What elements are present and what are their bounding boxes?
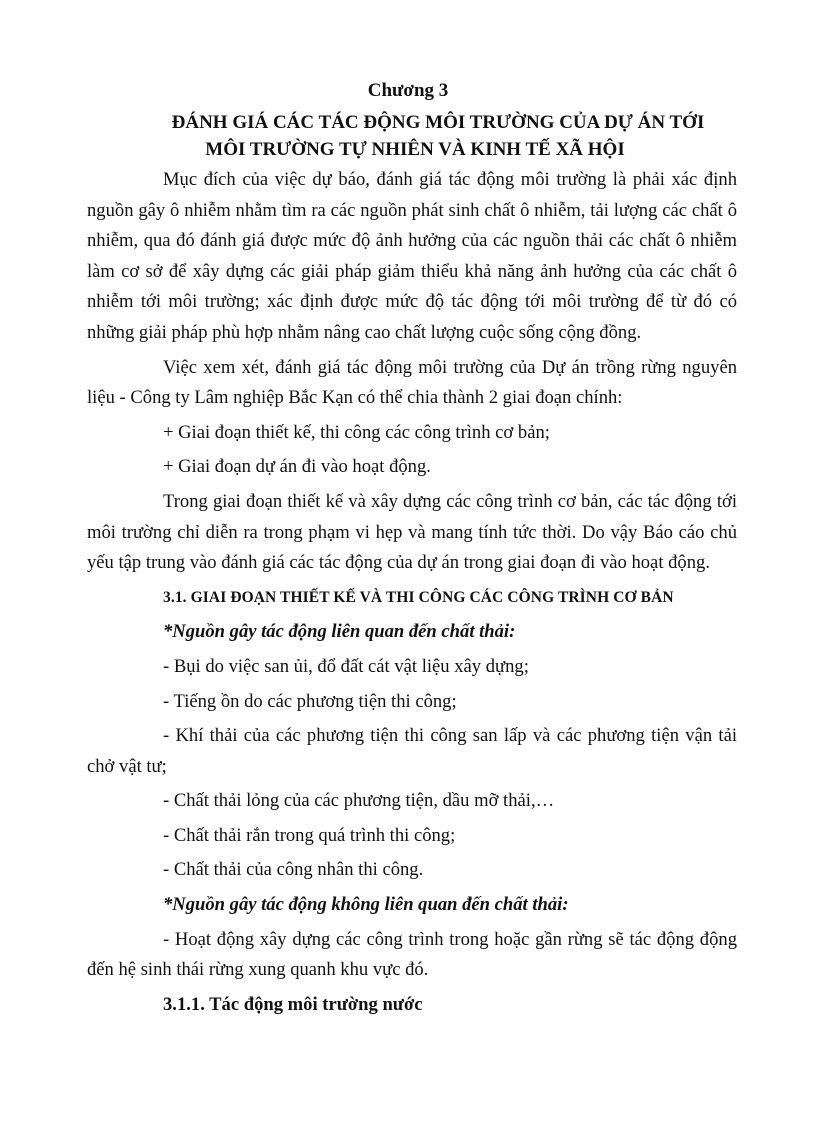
phase-item: + Giai đoạn dự án đi vào hoạt động. <box>163 456 431 478</box>
list-item: - Tiếng ồn do các phương tiện thi công; <box>163 690 457 712</box>
paragraph-purpose: Mục đích của việc dự báo, đánh giá tác động môi trường là phải xác định nguồn gây ô nhiễm nhằm tìm ra các nguồn phát sinh chất ô nhiễm, tải lượng các chất ô nhiễm, qua đó đánh giá được mức độ ảnh hưởng của các nguồn thải các chất ô nhiễm làm cơ sở để xây dựng các giải pháp giảm thiểu khả năng ảnh hưởng của các chất ô nhiễm tới môi trường; xác định được mức độ tác động tới môi trường để từ đó có những giải pháp phù hợp nhằm nâng cao chất lượng cuộc sống cộng đồng. <box>87 169 737 343</box>
paragraph-phases: Việc xem xét, đánh giá tác động môi trường của Dự án trồng rừng nguyên liệu - Công ty Lâm nghiệp Bắc Kạn có thể chia thành 2 giai đoạn chính: <box>87 356 737 409</box>
nonwaste-sources-heading: *Nguồn gây tác động không liên quan đến chất thải: <box>163 894 569 916</box>
list-item: - Chất thải rắn trong quá trình thi công; <box>163 824 456 846</box>
section-heading: 3.1. GIAI ĐOẠN THIẾT KẾ VÀ THI CÔNG CÁC CÔNG TRÌNH CƠ BẢN <box>163 588 674 606</box>
chapter-title-line-1: ĐÁNH GIÁ CÁC TÁC ĐỘNG MÔI TRƯỜNG CỦA DỰ ÁN TỚI <box>171 112 705 133</box>
paragraph-focus: Trong giai đoạn thiết kế và xây dựng các công trình cơ bản, các tác động tới môi trường chỉ diễn ra trong phạm vi hẹp và mang tính tức thời. Do vậy Báo cáo chủ yếu tập trung vào đánh giá các tác động của dự án trong giai đoạn đi vào hoạt động. <box>87 490 737 574</box>
list-item: - Chất thải của công nhân thi công. <box>163 859 424 881</box>
list-item: - Chất thải lỏng của các phương tiện, dầu mỡ thải,… <box>163 790 555 812</box>
list-item: - Hoạt động xây dựng các công trình trong hoặc gần rừng sẽ tác động động đến hệ sinh thái rừng xung quanh khu vực đó. <box>87 928 737 981</box>
chapter-heading: Chương 3 <box>367 80 449 101</box>
list-item: - Khí thải của các phương tiện thi công san lấp và các phương tiện vận tải chở vật tư; <box>87 725 737 777</box>
phase-item: + Giai đoạn thiết kế, thi công các công trình cơ bản; <box>163 421 550 443</box>
chapter-title-line-2: MÔI TRƯỜNG TỰ NHIÊN VÀ KINH TẾ XÃ HỘI <box>205 139 625 160</box>
document-body <box>87 165 737 1024</box>
list-item: - Bụi do việc san ủi, đổ đất cát vật liệu xây dựng; <box>163 655 529 677</box>
waste-sources-heading: *Nguồn gây tác động liên quan đến chất thải: <box>163 621 516 643</box>
subsection-heading: 3.1.1. Tác động môi trường nước <box>163 993 423 1015</box>
